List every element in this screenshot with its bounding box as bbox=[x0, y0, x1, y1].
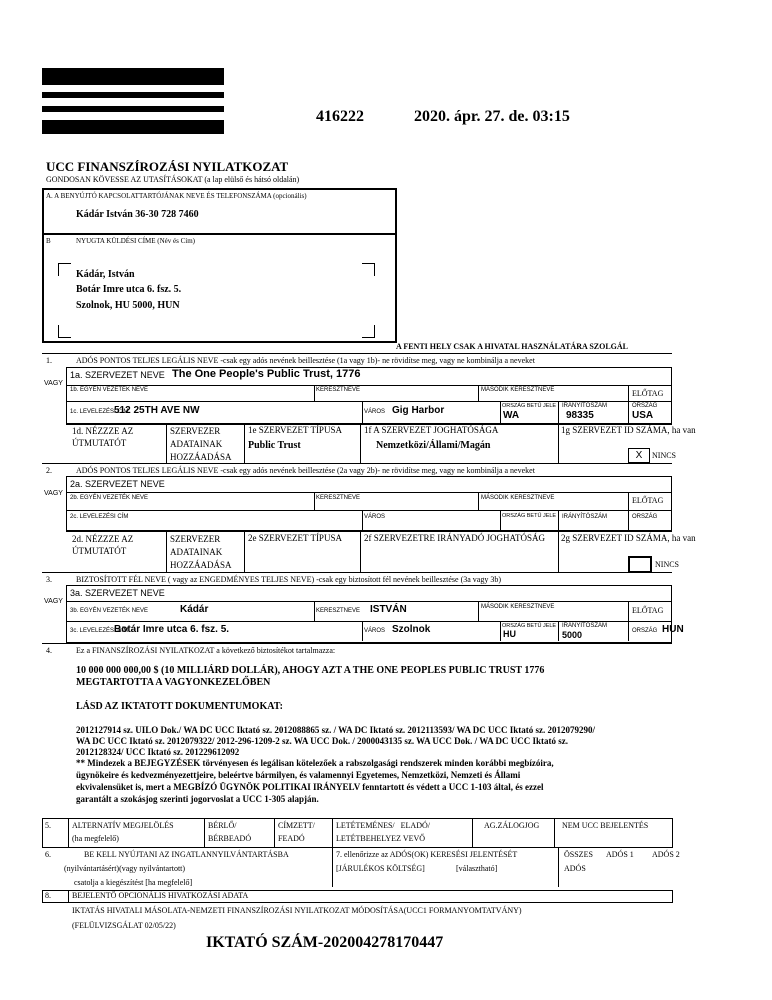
collateral-line5: WA DC UCC Iktató sz. 2012079322/ 2012-296-1209-2 sz. WA UCC Dok. / 2000043135 sz. WA UCC Dok. / WA DC UCC Iktató sz. bbox=[76, 736, 569, 746]
debtor2-ind-label: 2b. EGYÉN VEZETÉK NEVE bbox=[70, 495, 149, 501]
s6-label: BE KELL NYÚJTANI AZ INGATLANNYILVÁNTARTÁSBA bbox=[84, 850, 289, 859]
collateral-line6: 2012128324/ UCC Iktató sz. 201229612092 bbox=[76, 747, 240, 757]
s5-bailee[interactable]: LETÉTEMÉNES/ ELADÓ/ bbox=[336, 821, 430, 830]
debtor1-mail-label: 1c. LEVELEZÉSI CÍM bbox=[70, 409, 129, 415]
file-number: 416222 bbox=[316, 108, 364, 125]
debtor1-city-value: Gig Harbor bbox=[392, 405, 445, 416]
footer-line1: IKTATÁS HIVATALI MÁSOLATA-NEMZETI FINANSZÍROZÁSI NYILATKOZAT MÓDOSÍTÁSA(UCC1 FORMANYOMTATVÁNY) bbox=[72, 906, 522, 915]
header-bar bbox=[42, 68, 224, 85]
return-address-name: Kádár, István bbox=[76, 269, 135, 280]
filed-at: 2020. ápr. 27. de. 03:15 bbox=[414, 108, 570, 125]
section-b-label: NYUGTA KÜLDÉSI CÍME (Név és Cím) bbox=[76, 237, 196, 245]
office-use-note: A FENTI HELY CSAK A HIVATAL HASZNÁLATÁRA SZOLGÁL bbox=[396, 342, 628, 351]
debtor1-none-label: NINCS bbox=[652, 451, 677, 460]
collateral-line7: ** Mindezek a BEJEGYZÉSEK törvényesen és legálisan kötelezőek a rabszolgasági rendszerek minden korábbi megbízóira, bbox=[76, 758, 554, 768]
debtor2-num: 2. bbox=[46, 466, 52, 475]
debtor1-id-label: 1g SZERVEZET ID SZÁMA, ha van bbox=[561, 425, 696, 435]
secured-country-value: HUN bbox=[662, 624, 684, 635]
header-bar bbox=[42, 120, 224, 134]
debtor1-type-value: Public Trust bbox=[248, 440, 301, 451]
corner-mark bbox=[58, 325, 71, 338]
debtor2-middle-label: MÁSODIK KERESZTNEVE bbox=[481, 495, 555, 501]
return-address-city: Szolnok, HU 5000, HUN bbox=[76, 300, 180, 311]
secured-first-label: KERESZTNEVE bbox=[316, 608, 361, 614]
debtor2-suffix-label: ELŐTAG bbox=[632, 496, 664, 505]
collateral-line10: garantált a szokásjog szerinti jogorvoslat a UCC 1-305 alapján. bbox=[76, 794, 319, 804]
secured-org-label: 3a. SZERVEZET NEVE bbox=[70, 588, 165, 598]
s6-num: 6. bbox=[45, 850, 51, 859]
debtor2-state-label: ORSZÁG BETŰ JELE bbox=[502, 513, 557, 519]
form-title: UCC FINANSZÍROZÁSI NYILATKOZAT bbox=[46, 159, 289, 174]
header-bar bbox=[42, 106, 224, 112]
debtor2-first-label: KERESZTNEVE bbox=[316, 495, 361, 501]
debtor1-heading: ADÓS PONTOS TELJES LEGÁLIS NEVE -csak egy adós nevének beillesztése (1a vagy 1b)- ne rövidítse meg, vagy ne kombinálja a neveket bbox=[76, 356, 535, 365]
debtor2-id-label: 2g SZERVEZET ID SZÁMA, ha van bbox=[561, 533, 696, 543]
debtor2-mail-label: 2c. LEVELEZÉSI CÍM bbox=[70, 514, 129, 520]
debtor2-type-label: 2e SZERVEZET TÍPUSA bbox=[248, 533, 342, 543]
vagy-label: VAGY bbox=[44, 380, 63, 387]
debtor2-see-label: 2d. NÉZZZE AZ ÚTMUTATÓT bbox=[72, 534, 134, 556]
s6-addendum: csatolja a kiegészítést [ha megfelelő] bbox=[74, 878, 193, 887]
secured-city-value: Szolnok bbox=[392, 624, 431, 635]
secured-first-value: ISTVÁN bbox=[370, 604, 407, 615]
s7-debtors: ADÓS bbox=[564, 864, 586, 873]
secured-suffix-label: ELŐTAG bbox=[632, 606, 664, 615]
debtor1-city-label: VÁROS bbox=[364, 409, 386, 415]
debtor1-middle-label: MÁSODIK KERESZTNEVE bbox=[481, 387, 555, 393]
s5-lessor[interactable]: BÉRBEADÓ bbox=[208, 834, 252, 843]
filing-number: IKTATÓ SZÁM-202004278170447 bbox=[206, 934, 444, 951]
s5-alt2: (ha megfelelő) bbox=[72, 834, 119, 843]
debtor1-country-label: ORSZÁG bbox=[632, 403, 658, 409]
s5-consignor[interactable]: FEADÓ bbox=[278, 834, 305, 843]
s5-lessee[interactable]: BÉRLŐ/ bbox=[208, 821, 237, 830]
debtor1-first-label: KERESZTNEVE bbox=[316, 387, 361, 393]
debtor1-num: 1. bbox=[46, 356, 52, 365]
debtor1-org-value: The One People's Public Trust, 1776 bbox=[172, 368, 361, 380]
collateral-line2: MEGTARTOTTA A VAGYONKEZELŐBEN bbox=[76, 677, 271, 688]
collateral-line8: ügynökeire és kedvezményezettjeire, beleértve bármilyen, és valamennyi Egyetemes, Nemzetközi, Nemzeti és Állami bbox=[76, 770, 521, 780]
secured-ind-value: Kádár bbox=[180, 604, 209, 615]
secured-zip-value: 5000 bbox=[562, 630, 583, 640]
form-instructions: GONDOSAN KÖVESSE AZ UTASÍTÁSOKAT (a lap elülső és hátsó oldalán) bbox=[46, 175, 300, 184]
corner-mark bbox=[58, 263, 71, 276]
debtor1-mail-value: 512 25TH AVE NW bbox=[114, 405, 200, 416]
collateral-num: 4. bbox=[46, 646, 52, 655]
vagy-label: VAGY bbox=[44, 598, 63, 605]
debtor2-org-label: 2a. SZERVEZET NEVE bbox=[70, 479, 165, 489]
section-a-value: Kádár István 36-30 728 7460 bbox=[76, 209, 199, 220]
debtor1-country-value: USA bbox=[632, 410, 654, 421]
secured-city-label: VÁROS bbox=[364, 628, 386, 634]
s5-ag-lien[interactable]: AG.ZÁLOGJOG bbox=[484, 821, 540, 830]
secured-heading: BIZTOSÍTOTT FÉL NEVE ( vagy az ENGEDMÉNYES TELJES NEVE) -csak egy biztosított fél nevének beillesztése (3a vagy 3b) bbox=[76, 575, 502, 584]
collateral-intro: Ez a FINANSZÍROZÁSI NYILATKOZAT a következő biztosítékot tartalmazza: bbox=[76, 646, 336, 655]
s8-num: 8. bbox=[45, 891, 51, 900]
section-b-letter: B bbox=[46, 237, 51, 245]
secured-state-value: HU bbox=[503, 629, 516, 639]
debtor1-type-label: 1e SZERVEZET TÍPUSA bbox=[248, 425, 342, 435]
secured-mail-label: 3c. LEVELEZÉSI CÍM bbox=[70, 628, 129, 634]
s6-record: (nyilvántartásért)(vagy nyilvántartott) bbox=[64, 864, 186, 873]
debtor1-none-checkbox[interactable]: X bbox=[628, 448, 650, 463]
debtor2-country-label: ORSZÁG bbox=[632, 514, 658, 520]
debtor1-suffix-label: ELŐTAG bbox=[632, 389, 664, 398]
debtor2-city-label: VÁROS bbox=[364, 514, 386, 520]
secured-ind-label: 3b. EGYÉN VEZETÉK NEVE bbox=[70, 608, 149, 614]
debtor1-zip-label: IRÁNYÍTÓSZÁM bbox=[562, 403, 608, 409]
secured-mail-value: Botár Imre utca 6. fsz. 5. bbox=[114, 624, 230, 635]
debtor2-org-info-label: SZERVEZER ADATAINAK HOZZÁADÁSA bbox=[170, 534, 232, 570]
s7-fee: [JÁRULÉKOS KÖLTSÉG] bbox=[336, 864, 425, 873]
debtor2-none-label: NINCS bbox=[655, 560, 680, 569]
collateral-line9: ekvivalensüket is, mert a MEGBÍZÓ ÜGYNÖK POLITIKAI IRÁNYELV fenntartott és védett a UCC 1-103 által, és ezzel bbox=[76, 782, 544, 792]
debtor1-juris-value: Nemzetközi/Állami/Magán bbox=[376, 440, 491, 451]
corner-mark bbox=[362, 325, 375, 338]
debtor1-state-label: ORSZÁG BETŰ JELE bbox=[502, 403, 557, 409]
secured-num: 3. bbox=[46, 575, 52, 584]
s7-debtor2[interactable]: ADÓS 2 bbox=[652, 850, 680, 859]
secured-zip-label: IRÁNYÍTÓSZÁM bbox=[562, 623, 608, 629]
secured-middle-label: MÁSODIK KERESZTNEVE bbox=[481, 604, 555, 610]
s7-debtor1[interactable]: ADÓS 1 bbox=[606, 850, 634, 859]
collateral-line1: 10 000 000 000,00 $ (10 MILLIÁRD DOLLÁR), AHOGY AZT A THE ONE PEOPLES PUBLIC TRUST 1776 bbox=[76, 665, 545, 676]
debtor2-none-checkbox[interactable] bbox=[628, 556, 652, 573]
s5-bailor[interactable]: LETÉTBEHELYEZ VEVŐ bbox=[336, 834, 426, 843]
s7-all[interactable]: ÖSSZES bbox=[564, 850, 593, 859]
secured-state-label: ORSZÁG BETŰ JELE bbox=[502, 623, 557, 629]
s7-label: 7. ellenőrizze az ADÓS(OK) KERESÉSI JELENTÉSÉT bbox=[336, 850, 518, 859]
vagy-label: VAGY bbox=[44, 490, 63, 497]
s8-label: BEJELENTŐ OPCIONÁLIS HIVATKOZÁSI ADATA bbox=[72, 891, 249, 900]
secured-country-label: ORSZÁG bbox=[632, 628, 658, 634]
debtor1-ind-label: 1b. EGYÉN VEZETÉK NEVE bbox=[70, 387, 149, 393]
corner-mark bbox=[362, 263, 375, 276]
debtor2-heading: ADÓS PONTOS TELJES LEGÁLIS NEVE -csak egy adós nevének beillesztése (2a vagy 2b)- ne rövidítse meg, vagy ne kombinálja a neveket bbox=[76, 466, 535, 475]
section-a-label: A. A BENYÚJTÓ KAPCSOLATTARTÓJÁNAK NEVE ÉS TELEFONSZÁMA (opcionális) bbox=[46, 192, 307, 200]
debtor1-org-info-label: SZERVEZER ADATAINAK HOZZÁADÁSA bbox=[170, 426, 232, 462]
collateral-line4: 2012127914 sz. UILO Dok./ WA DC UCC Iktató sz. 2012088865 sz. / WA DC Iktató sz. 2012113593/ WA DC UCC Iktató sz. 2012079290/ bbox=[76, 725, 596, 735]
debtor2-juris-label: 2f SZERVEZETRE IRÁNYADÓ JOGHATÓSÁG bbox=[364, 533, 546, 543]
debtor1-zip-value: 98335 bbox=[566, 410, 594, 421]
debtor1-juris-label: 1f A SZERVEZET JOGHATÓSÁGA bbox=[364, 425, 499, 435]
footer-line2: (FELÜLVIZSGÁLAT 02/05/22) bbox=[72, 921, 176, 930]
return-address-street: Botár Imre utca 6. fsz. 5. bbox=[76, 284, 182, 295]
s7-optional: [választható] bbox=[456, 864, 498, 873]
s5-num: 5. bbox=[45, 821, 51, 830]
collateral-line3: LÁSD AZ IKTATOTT DOKUMENTUMOKAT: bbox=[76, 701, 283, 712]
s5-alt1: ALTERNATÍV MEGJELÖLÉS bbox=[72, 821, 174, 830]
debtor1-see-label: 1d. NÉZZZE AZ ÚTMUTATÓT bbox=[72, 426, 134, 448]
s5-non-ucc[interactable]: NEM UCC BEJELENTÉS bbox=[562, 821, 649, 830]
header-bar bbox=[42, 92, 224, 98]
debtor1-state-value: WA bbox=[503, 410, 520, 421]
s5-consignee[interactable]: CÍMZETT/ bbox=[278, 821, 315, 830]
debtor2-zip-label: IRÁNYÍTÓSZÁM bbox=[562, 514, 608, 520]
debtor1-org-label: 1a. SZERVEZET NEVE bbox=[70, 370, 165, 380]
